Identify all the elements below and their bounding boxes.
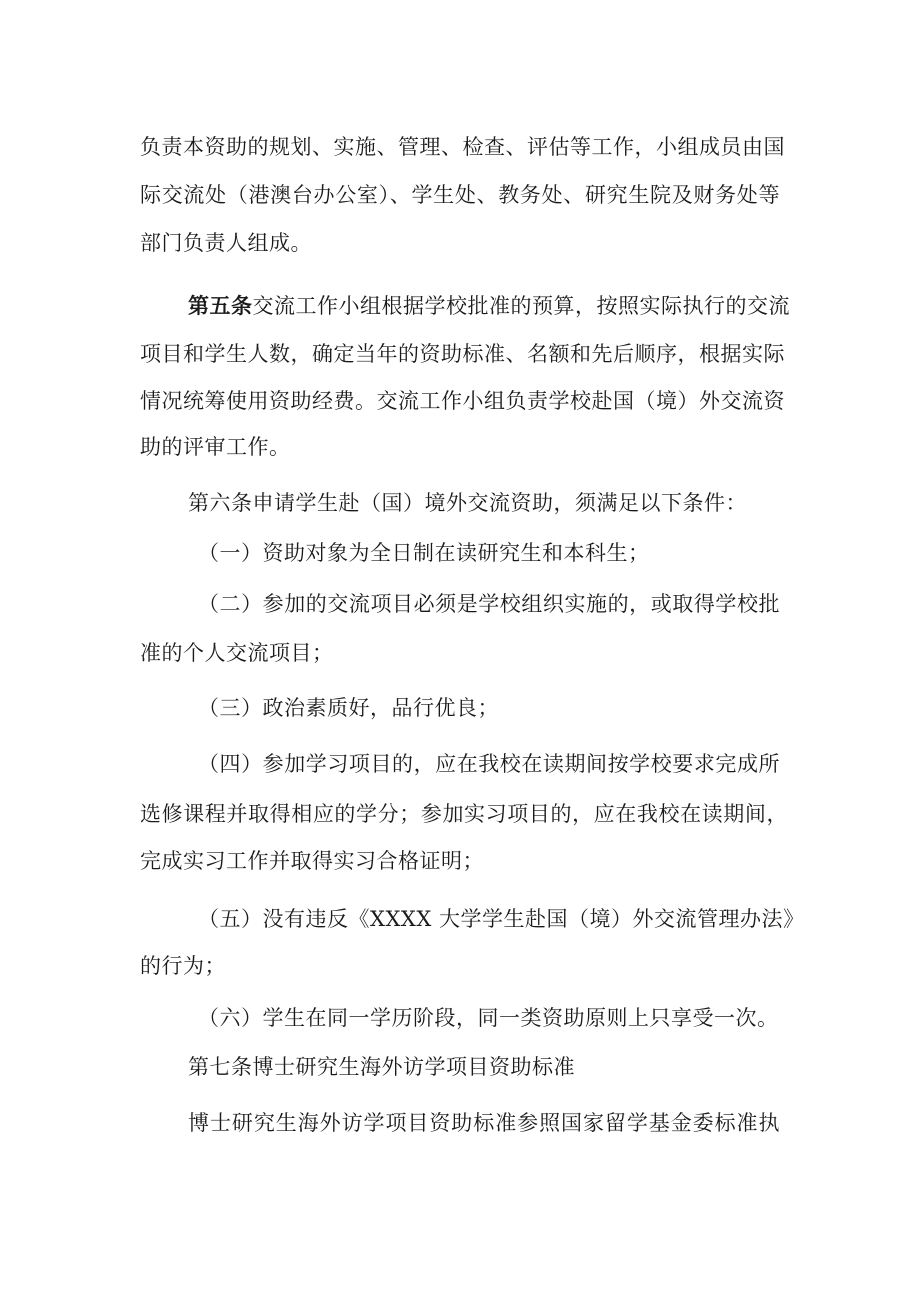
text-line: 准的个人交流项目； <box>140 641 334 665</box>
condition-6: （六）学生在同一学历阶段，同一类资助原则上只享受一次。 <box>198 1006 779 1030</box>
condition-3: （三）政治素质好，品行优良； <box>198 696 499 720</box>
text-line: 负责本资助的规划、实施、管理、检查、评估等工作，小组成员由国 <box>140 135 785 159</box>
text-line: 的行为； <box>140 954 226 978</box>
condition-2: （二）参加的交流项目必须是学校组织实施的，或取得学校批 <box>198 592 780 616</box>
article-5-line <box>188 291 790 321</box>
article-text: 交流工作小组根据学校批准的预算，按照实际执行的交流 <box>252 294 790 318</box>
condition-5: （五）没有违反《XXXX 大学学生赴国（境）外交流管理办法》 <box>198 907 805 931</box>
text-line: 博士研究生海外访学项目资助标准参照国家留学基金委标准执 <box>188 1111 780 1135</box>
text-line: 助的评审工作。 <box>140 435 291 459</box>
article-6-line: 第六条申请学生赴（国）境外交流资助，须满足以下条件： <box>188 491 747 515</box>
article-heading: 第五条 <box>188 293 253 318</box>
text-line: 选修课程并取得相应的学分；参加实习项目的，应在我校在读期间， <box>140 802 788 826</box>
text-line: 完成实习工作并取得实习合格证明； <box>140 849 484 873</box>
text-line: 情况统筹使用资助经费。交流工作小组负责学校赴国（境）外交流资 <box>140 389 785 413</box>
article-7-line: 第七条博士研究生海外访学项目资助标准 <box>188 1055 575 1079</box>
text-line: 部门负责人组成。 <box>140 231 312 255</box>
text-line: 际交流处（港澳台办公室）、学生处、教务处、研究生院及财务处等 <box>140 183 780 207</box>
condition-1: （一）资助对象为全日制在读研究生和本科生； <box>198 541 650 565</box>
text-line: 项目和学生人数，确定当年的资助标准、名额和先后顺序，根据实际 <box>140 342 785 366</box>
condition-4: （四）参加学习项目的，应在我校在读期间按学校要求完成所 <box>198 752 780 776</box>
